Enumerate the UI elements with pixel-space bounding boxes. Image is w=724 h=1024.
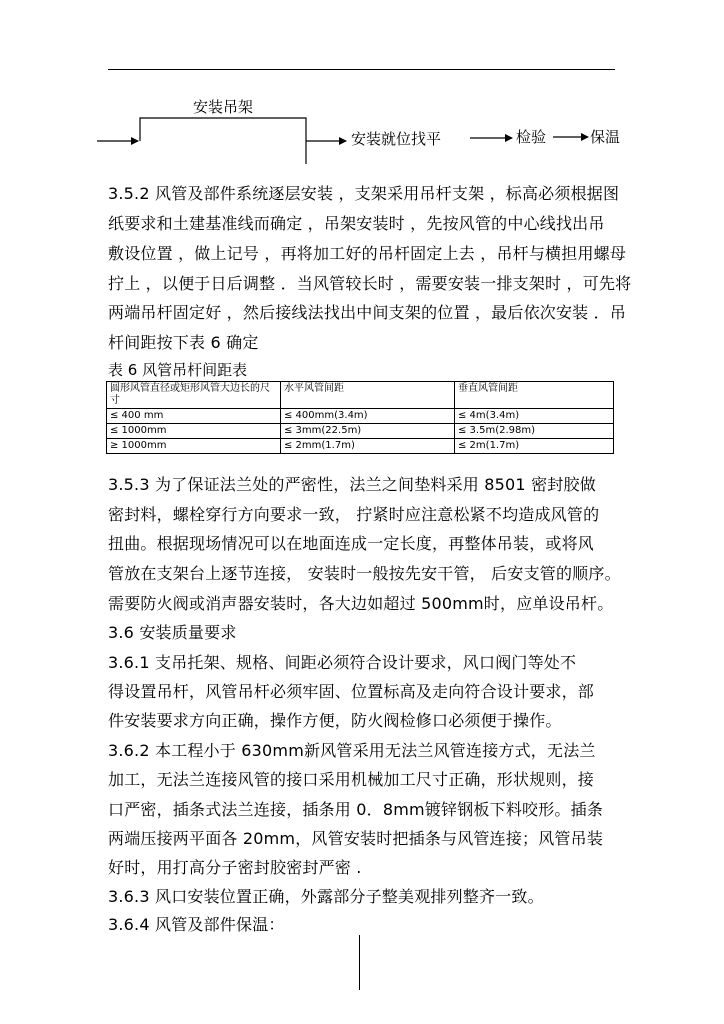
section-352-line-5: 两端吊杆固定好 ，然后接线法找出中间支架的位置 ，最后依次安装 ．吊 xyxy=(108,303,627,322)
table-header-vertical: 垂直风管间距 xyxy=(455,382,614,409)
body-line: 3.6.3 风口安装位置正确，外露部分子整美观排列整齐一致。 xyxy=(108,887,544,906)
body-line: 扭曲。根据现场情况可以在地面连成一定长度，再整体吊装，或将风 xyxy=(108,534,595,553)
table-row xyxy=(107,424,614,439)
flow-step-insulate: 保温 xyxy=(590,128,621,146)
body-line: 需要防火阀或消声器安装时，各大边如超过 500mm时，应单设吊杆。 xyxy=(108,594,614,613)
flow-step-inspect: 检验 xyxy=(516,128,547,146)
table-caption: 表 6 风管吊杆间距表 xyxy=(108,361,248,379)
installation-flow-diagram xyxy=(0,0,724,180)
table-row xyxy=(107,409,614,424)
table-cell: ≤ 4m(3.4m) xyxy=(455,409,614,424)
section-352-line-6: 杆间距按下表 6 确定 xyxy=(108,333,259,352)
body-line: 件安装要求方向正确，操作方便，防火阀检修口必须便于操作。 xyxy=(108,711,562,730)
table-cell: ≤ 3.5m(2.98m) xyxy=(455,424,614,439)
body-line: 3.6.1 支吊托架、规格、间距必须符合设计要求，风口阀门等处不 xyxy=(108,653,577,672)
flow-step-install: 安装就位找平 xyxy=(351,130,442,148)
table-header-horizontal: 水平风管间距 xyxy=(281,382,455,409)
body-line: 3.6.2 本工程小于 630mm新风管采用无法兰风管连接方式，无法兰 xyxy=(108,741,596,760)
table-cell: ≤ 400 mm xyxy=(107,409,281,424)
body-line: 口严密，插条式法兰连接，插条用 0．8mm镀锌钢板下料咬形。插条 xyxy=(108,800,604,819)
body-line: 加工，无法兰连接风管的接口采用机械加工尺寸正确，形状规则，接 xyxy=(108,770,595,789)
body-line: 两端压接两平面各 20mm，风管安装时把插条与风管连接；风管吊装 xyxy=(108,829,604,848)
table-cell: ≤ 1000mm xyxy=(107,424,281,439)
table-header-size: 圆形风管直径或矩形风管大边长的尺寸 xyxy=(107,382,281,409)
section-36-heading: 3.6 安装质量要求 xyxy=(108,623,237,642)
table-cell: ≤ 2mm(1.7m) xyxy=(281,439,455,454)
body-line: 密封料，螺栓穿行方向要求一致， 拧紧时应注意松紧不均造成风管的 xyxy=(108,505,600,524)
section-352-line-1: 3.5.2 风管及部件系统逐层安装 ，支架采用吊杆支架 ，标高必须根据图 xyxy=(108,184,620,203)
table-row xyxy=(107,439,614,454)
table-cell: ≤ 400mm(3.4m) xyxy=(281,409,455,424)
table-header-row xyxy=(107,382,614,409)
body-line: 3.6.4 风管及部件保温： xyxy=(108,915,285,934)
body-line: 好时，用打高分子密封胶密封严密 . xyxy=(108,858,362,877)
section-352-line-4: 拧上 ，以便于日后调整 ．当风管较长时 ，需要安装一排支架时 ，可先将 xyxy=(108,274,632,293)
table-cell: ≤ 3mm(22.5m) xyxy=(281,424,455,439)
section-352-line-3: 敷设位置 ，做上记号 ，再将加工好的吊杆固定上去 ，吊杆与横担用螺母 xyxy=(108,244,627,263)
vertical-divider xyxy=(359,935,360,990)
section-352-line-2: 纸要求和土建基准线而确定 ，吊架安装时 ，先按风管的中心线找出吊 xyxy=(108,214,605,233)
hanger-spacing-table xyxy=(106,381,614,454)
table-cell: ≥ 1000mm xyxy=(107,439,281,454)
body-line: 得设置吊杆，风管吊杆必须牢固、位置标高及走向符合设计要求，部 xyxy=(108,682,595,701)
body-line: 管放在支架台上逐节连接， 安装时一般按先安干管， 后安支管的顺序。 xyxy=(108,564,621,583)
flow-hanger-label: 安装吊架 xyxy=(193,98,254,116)
body-line: 3.5.3 为了保证法兰处的严密性，法兰之间垫料采用 8501 密封胶做 xyxy=(108,475,596,494)
flow-hanger-bracket xyxy=(140,118,306,164)
table-cell: ≤ 2m(1.7m) xyxy=(455,439,614,454)
